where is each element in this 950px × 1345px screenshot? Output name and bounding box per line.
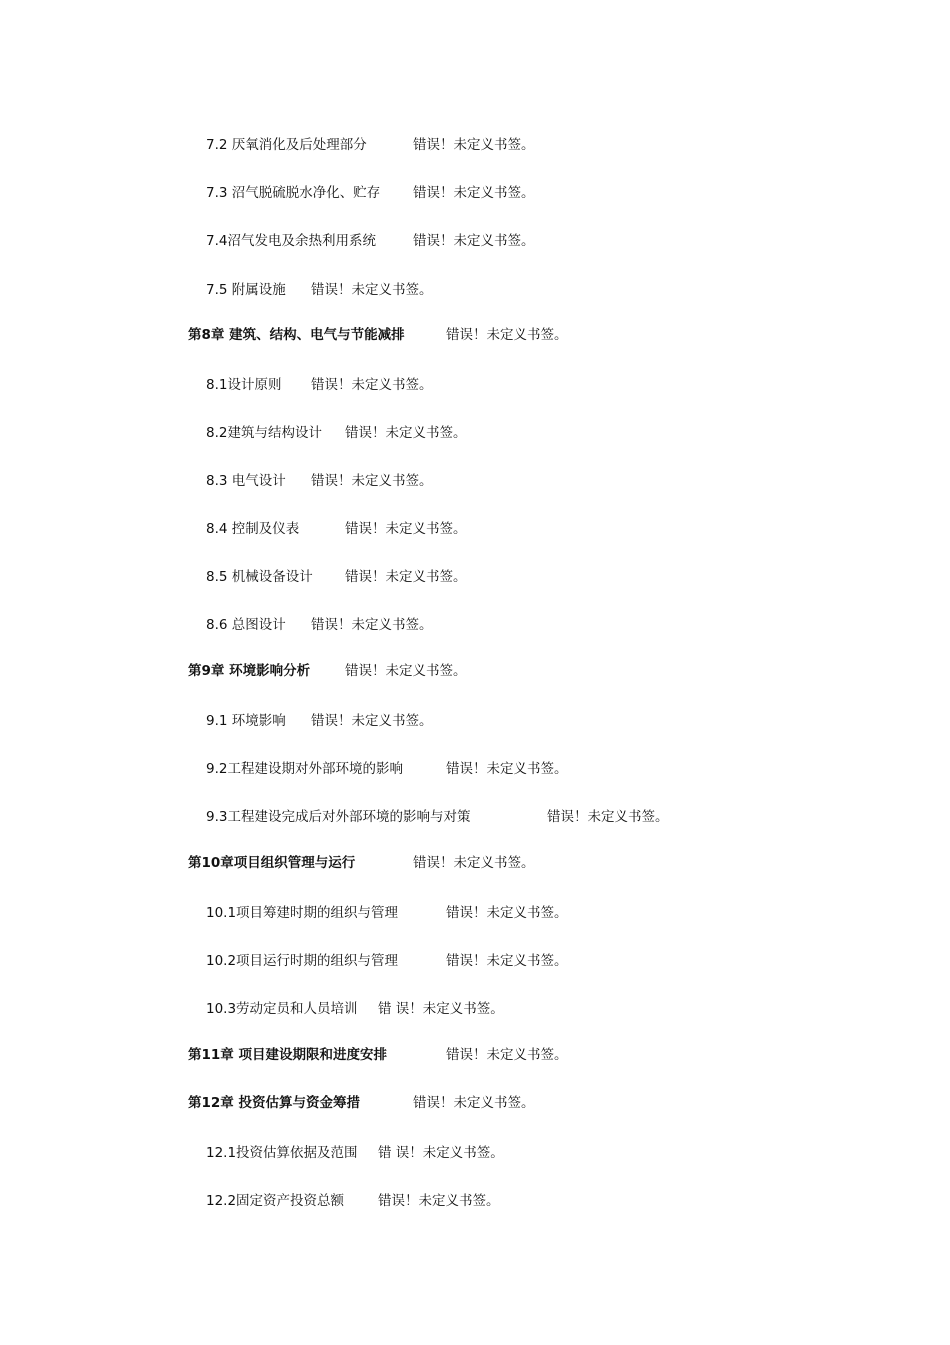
toc-entry-title: 7.4沼气发电及余热利用系统 xyxy=(206,233,376,249)
toc-entry-ref: 错误！未定义书签。 xyxy=(446,761,568,777)
toc-entry-title: 10.2项目运行时期的组织与管理 xyxy=(206,953,399,969)
toc-chapter-title: 第9章 环境影响分析 xyxy=(188,663,311,679)
toc-entry-title: 12.1投资估算依据及范围 xyxy=(206,1145,358,1161)
toc-chapter-title: 第8章 建筑、结构、电气与节能减排 xyxy=(188,327,405,343)
toc-entry-ref: 错误！未定义书签。 xyxy=(311,282,433,298)
toc-entry-ref: 错误！未定义书签。 xyxy=(446,905,568,921)
toc-entry-ref: 错误！未定义书签。 xyxy=(413,233,535,249)
toc-entry-title: 10.1项目筹建时期的组织与管理 xyxy=(206,905,399,921)
toc-entry-ref: 错误！未定义书签。 xyxy=(413,185,535,201)
toc-entry-title: 9.1 环境影响 xyxy=(206,713,286,729)
toc-entry-ref: 错误！未定义书签。 xyxy=(311,377,433,393)
toc-chapter-ref: 错误！未定义书签。 xyxy=(446,1047,568,1063)
toc-entry-ref: 错误！未定义书签。 xyxy=(547,809,669,825)
toc-entry-ref: 错误！未定义书签。 xyxy=(345,569,467,585)
toc-chapter-ref: 错误！未定义书签。 xyxy=(345,663,467,679)
toc-entry-title: 9.3工程建设完成后对外部环境的影响与对策 xyxy=(206,809,471,825)
toc-entry-title: 7.3 沼气脱硫脱水净化、贮存 xyxy=(206,185,381,201)
toc-entry-ref: 错误！未定义书签。 xyxy=(446,953,568,969)
toc-entry-title: 8.5 机械设备设计 xyxy=(206,569,313,585)
toc-chapter-ref: 错误！未定义书签。 xyxy=(413,1095,535,1111)
toc-entry-title: 7.2 厌氧消化及后处理部分 xyxy=(206,137,367,153)
toc-chapter-title: 第10章项目组织管理与运行 xyxy=(188,855,356,871)
toc-entry-title: 12.2固定资产投资总额 xyxy=(206,1193,345,1209)
toc-entry-ref: 错误！未定义书签。 xyxy=(311,713,433,729)
toc-chapter-ref: 错误！未定义书签。 xyxy=(413,855,535,871)
toc-entry-ref: 错误！未定义书签。 xyxy=(345,521,467,537)
toc-chapter-title: 第12章 投资估算与资金筹措 xyxy=(188,1095,360,1111)
toc-entry-title: 8.4 控制及仪表 xyxy=(206,521,300,537)
toc-entry-ref: 错误！未定义书签。 xyxy=(378,1193,500,1209)
toc-entry-title: 8.2建筑与结构设计 xyxy=(206,425,322,441)
toc-entry-title: 7.5 附属设施 xyxy=(206,282,286,298)
toc-entry-title: 8.3 电气设计 xyxy=(206,473,286,489)
toc-entry-ref: 错误！未定义书签。 xyxy=(311,617,433,633)
toc-entry-title: 10.3劳动定员和人员培训 xyxy=(206,1001,358,1017)
toc-entry-ref: 错误！未定义书签。 xyxy=(311,473,433,489)
toc-entry-title: 8.6 总图设计 xyxy=(206,617,286,633)
toc-entry-title: 9.2工程建设期对外部环境的影响 xyxy=(206,761,403,777)
toc-chapter-title: 第11章 项目建设期限和进度安排 xyxy=(188,1047,387,1063)
toc-entry-ref: 错误！未定义书签。 xyxy=(413,137,535,153)
toc-chapter-ref: 错误！未定义书签。 xyxy=(446,327,568,343)
toc-entry-title: 8.1设计原则 xyxy=(206,377,282,393)
toc-entry-ref: 错 误！未定义书签。 xyxy=(378,1145,504,1161)
toc-entry-ref: 错误！未定义书签。 xyxy=(345,425,467,441)
toc-entry-ref: 错 误！未定义书签。 xyxy=(378,1001,504,1017)
